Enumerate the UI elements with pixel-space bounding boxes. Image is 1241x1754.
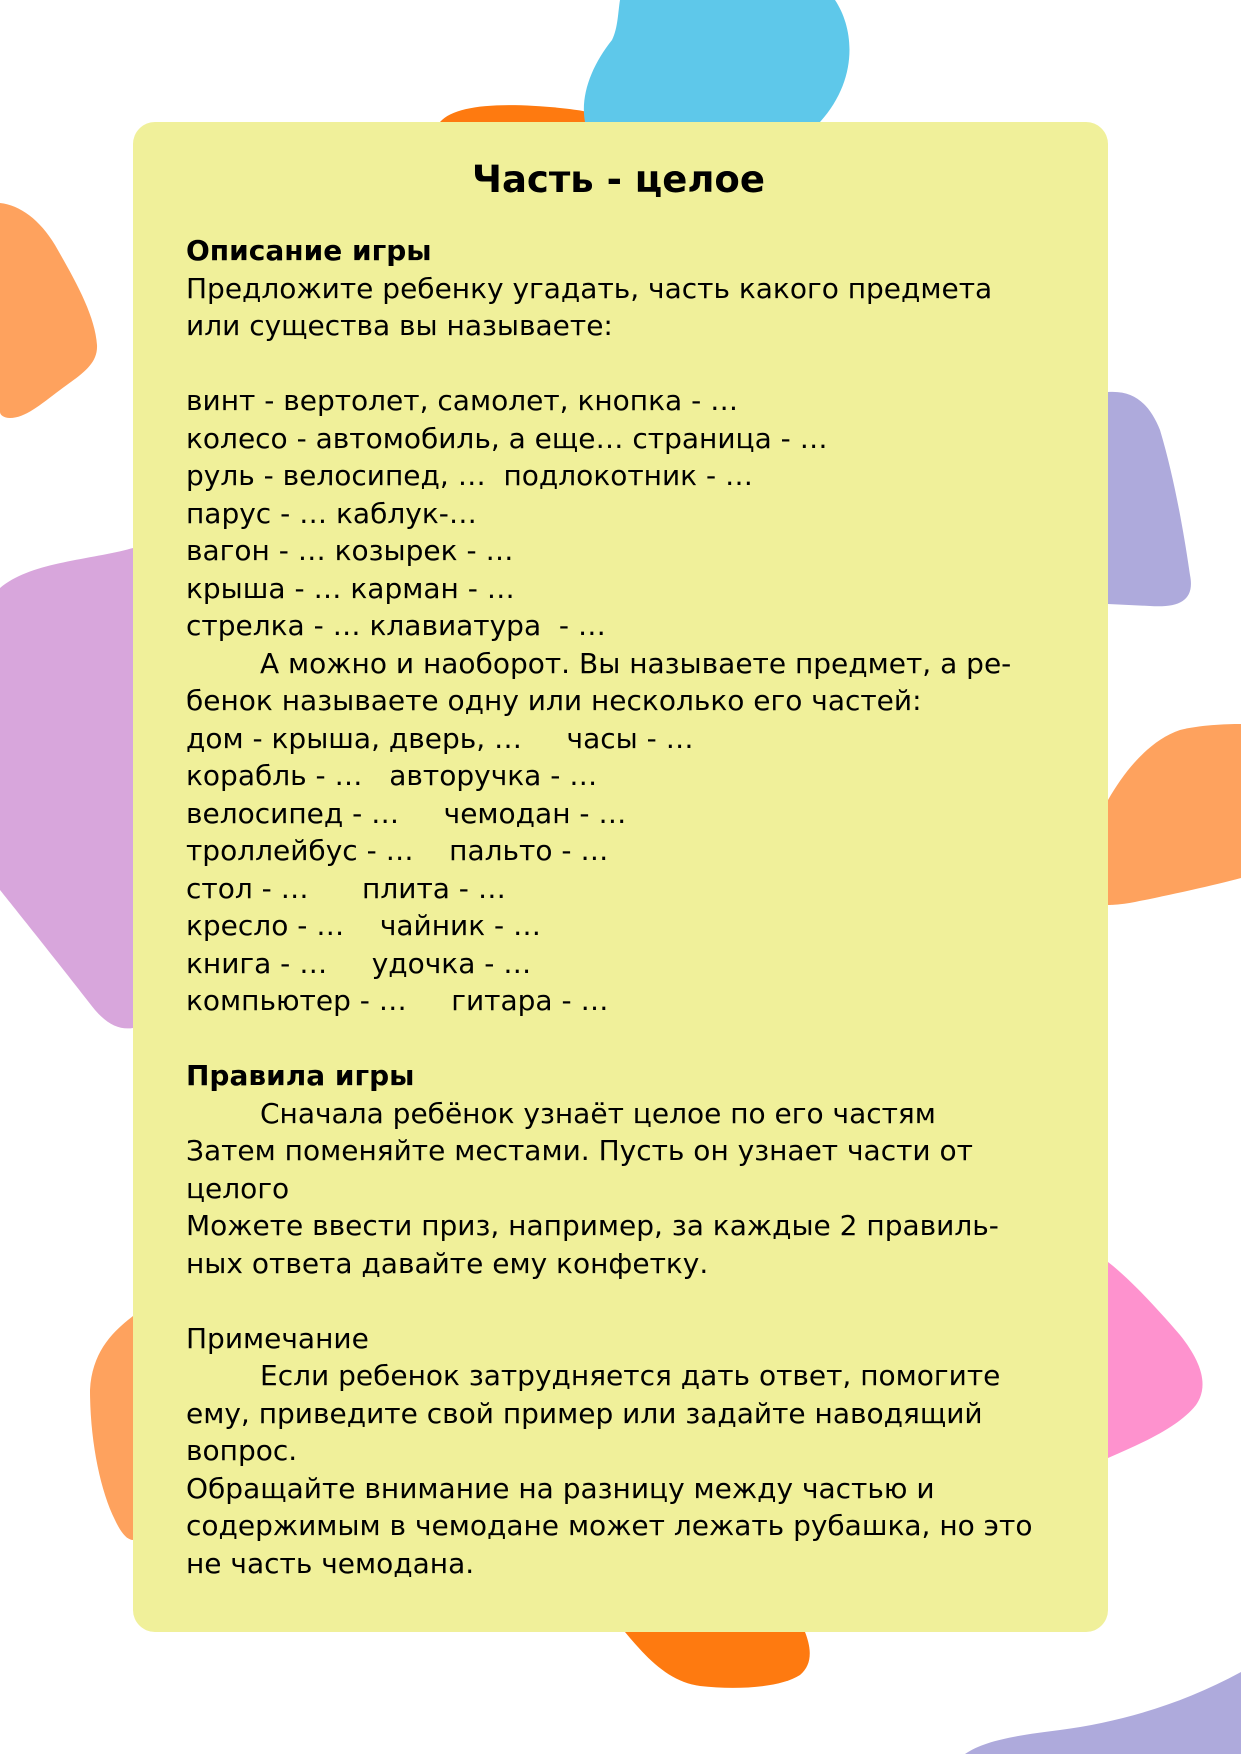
rules-heading: Правила игры [186,1059,415,1092]
example-line: крыша - … карман - … [186,571,515,605]
content-card [133,122,1108,1632]
example-line: винт - вертолет, самолет, кнопка - … [186,384,739,417]
example-line: корабль - … авторучка - … [186,759,598,792]
blob-blue-top [584,0,850,122]
note-line: ему, приведите свой пример или задайте наводящий [186,1396,983,1430]
blank-line [186,1020,1071,1058]
example-line: стрелка - … клавиатура - … [186,609,606,642]
description-heading: Описание игры [186,234,432,267]
example-line: стол - … плита - … [186,871,506,905]
blob-lavender-bottom-right [965,1672,1241,1754]
example-line: вагон - … козырек - … [186,534,514,567]
blob-pink-right [1108,1262,1203,1458]
example-line: руль - велосипед, … подлокотник - … [186,459,753,492]
note-line: не часть чемодана. [186,1546,475,1580]
blob-purple-left [0,548,133,1028]
example-line: колесо - автомобиль, а еще… страница - … [186,421,828,455]
example-line: велосипед - … чемодан - … [186,796,627,830]
rules-line: Можете ввести приз, например, за каждые 2 правиль- [186,1209,999,1242]
reverse-intro-line: бенок называете одну или несколько его частей: [186,684,922,717]
note-line: содержимым в чемодане может лежать рубашка, но это [186,1509,1033,1542]
example-line: парус - … каблук-… [186,496,477,530]
note-line: Если ребенок затрудняется дать ответ, помогите [260,1359,1001,1392]
reverse-intro-line: А можно и наоборот. Вы называете предмет, а ре- [260,646,1012,680]
description-intro-line: Предложите ребенку угадать, часть какого предмета [186,271,993,305]
rules-line: целого [186,1171,290,1205]
example-line: троллейбус - … пальто - … [186,834,609,867]
example-line: кресло - … чайник - … [186,909,542,942]
blank-line [186,1282,1071,1320]
blob-orange-bottom [625,1632,810,1688]
rules-line: Сначала ребёнок узнаёт целое по его частям [260,1096,936,1130]
example-line: компьютер - … гитара - … [186,984,609,1017]
note-line: Обращайте внимание на разницу между частью и [186,1471,935,1505]
example-line: книга - … удочка - … [186,946,532,980]
blob-lavender-right [1108,392,1191,606]
description-intro-line: или существа вы называете: [186,309,613,342]
note-heading: Примечание [186,1321,369,1355]
card-content [186,156,1071,1582]
rules-line: Затем поменяйте местами. Пусть он узнает части от [186,1134,973,1167]
page-title: Часть - целое [472,158,765,201]
example-line: дом - крыша, дверь, … часы - … [186,721,694,755]
note-line: вопрос. [186,1434,298,1467]
blob-orange-right [1108,724,1241,905]
blank-line [186,345,1071,383]
rules-line: ных ответа давайте ему конфетку. [186,1246,709,1280]
blob-orange-left-upper [0,203,97,418]
blob-orange-left-lower [90,1316,133,1540]
